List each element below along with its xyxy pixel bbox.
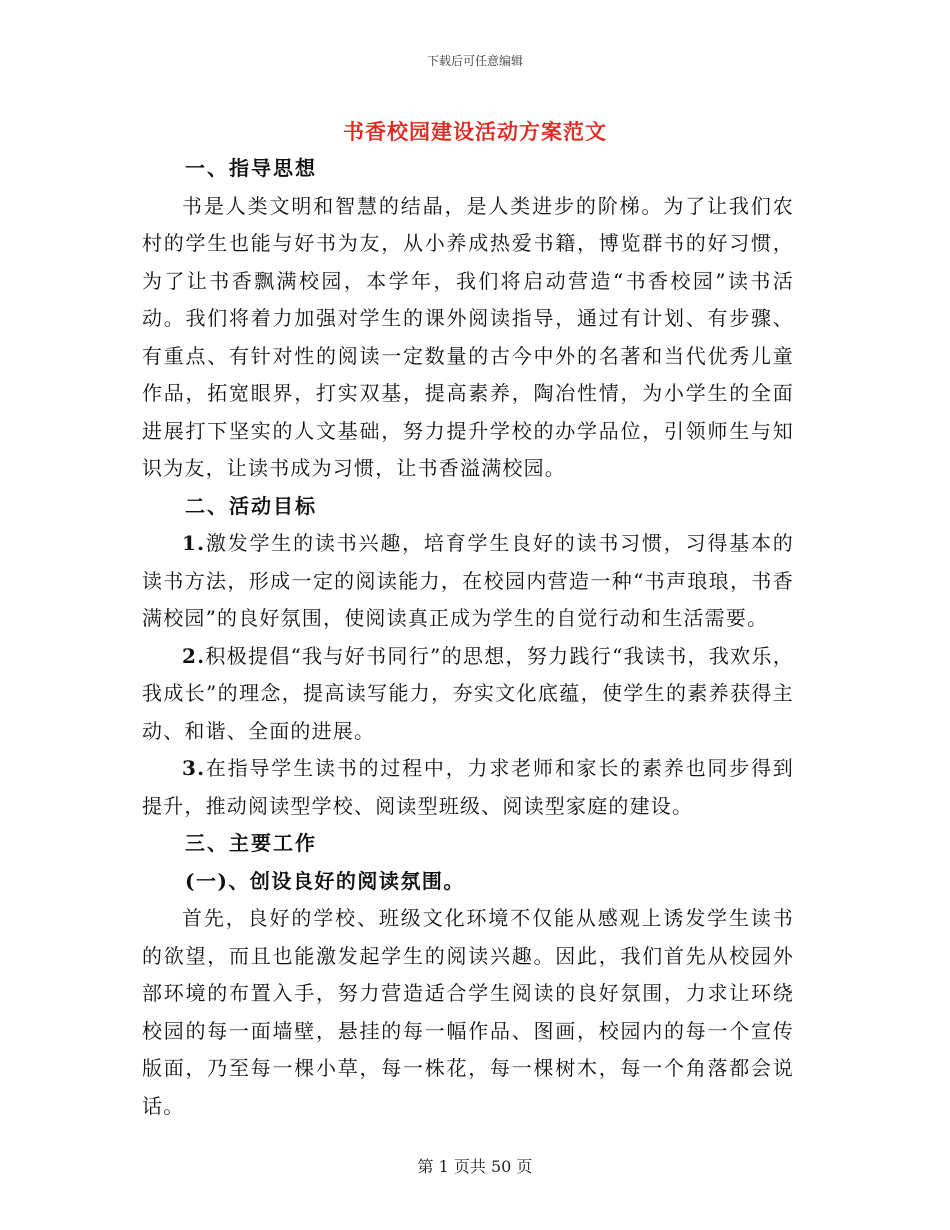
page-number-footer: 第 1 页共 50 页 [417,1157,533,1176]
goal-text-2: 积极提倡“我与好书同行”的思想，努力践行“我读书，我欢乐，我成长”的理念，提高读写能力，夯实文化底蕴，使学生的素养获得主动、和谐、全面的进展。 [142,643,794,743]
goal-item-2 [142,638,794,751]
goal-item-1 [142,525,794,638]
section-heading-guiding-thought: 一、指导思想 [185,156,317,180]
document-title: 书香校园建设活动方案范文 [343,119,607,144]
paragraph-reading-atmosphere: 首先，良好的学校、班级文化环境不仅能从感观上诱发学生读书的欲望，而且也能激发起学生的阅读兴趣。因此，我们首先从校园外部环境的布置入手，努力营造适合学生阅读的良好氛围，力求让环绕校园的每一面墙壁，悬挂的每一幅作品、图画，校园内的每一个宣传版面，乃至每一棵小草，每一株花，每一棵树木，每一个角落都会说话。 [142,906,794,1118]
goal-number-2: 2. [182,643,206,668]
section-heading-main-work: 三、主要工作 [185,831,317,855]
goal-item-3 [142,750,794,825]
section-heading-activity-goals: 二、活动目标 [185,493,317,518]
goal-number-3: 3. [182,756,206,780]
document-body [142,150,794,1125]
paragraph-guiding-thought: 书是人类文明和智慧的结晶，是人类进步的阶梯。为了让我们农村的学生也能与好书为友，从小养成热爱书籍，博览群书的好习惯，为了让书香飘满校园，本学年，我们将启动营造“书香校园”读书活动。我们将着力加强对学生的课外阅读指导，通过有计划、有步骤、有重点、有针对性的阅读一定数量的古今中外的名著和当代优秀儿童作品，拓宽眼界，打实双基，提高素养，陶冶性情，为小学生的全面进展打下坚实的人文基础，努力提升学校的办学品位，引领师生与知识为友，让读书成为习惯，让书香溢满校园。 [142,193,794,480]
subsection-heading-reading-atmosphere: (一)、创设良好的阅读氛围。 [185,868,465,893]
goal-text-3: 在指导学生读书的过程中，力求老师和家长的素养也同步得到提升，推动阅读型学校、阅读型班级、阅读型家庭的建设。 [142,756,794,818]
goal-text-1: 激发学生的读书兴趣，培育学生良好的读书习惯，习得基本的读书方法，形成一定的阅读能力，在校园内营造一种“书声琅琅，书香满校园”的良好氛围，使阅读真正成为学生的自觉行动和生活需要。 [142,531,794,630]
header-note: 下载后可任意编辑 [426,54,523,68]
goal-number-1: 1. [182,531,206,555]
